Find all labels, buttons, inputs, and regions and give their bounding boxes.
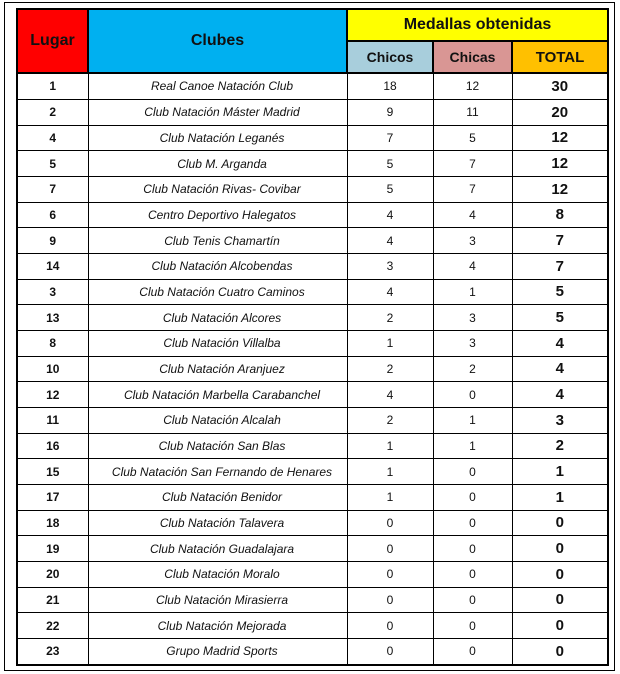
total-count-cell: 30 [512, 73, 608, 99]
chicas-count-cell: 0 [433, 484, 512, 510]
table-row [17, 561, 608, 587]
club-name-cell: Club Natación Talavera [88, 510, 347, 536]
chicas-count-cell: 0 [433, 459, 512, 485]
total-count-cell: 0 [512, 561, 608, 587]
chicos-count-cell: 5 [347, 176, 433, 202]
table-row [17, 253, 608, 279]
rank-cell: 3 [17, 279, 88, 305]
chicos-count-cell: 4 [347, 202, 433, 228]
rank-cell: 5 [17, 151, 88, 177]
total-count-cell: 0 [512, 638, 608, 665]
column-header-clubes: Clubes [88, 9, 347, 73]
club-name-cell: Club Natación Alcobendas [88, 253, 347, 279]
rank-cell: 6 [17, 202, 88, 228]
club-name-cell: Centro Deportivo Halegatos [88, 202, 347, 228]
total-count-cell: 12 [512, 125, 608, 151]
chicas-count-cell: 0 [433, 613, 512, 639]
chicas-count-cell: 2 [433, 356, 512, 382]
rank-cell: 1 [17, 73, 88, 99]
rank-cell: 10 [17, 356, 88, 382]
total-count-cell: 12 [512, 176, 608, 202]
rank-cell: 22 [17, 613, 88, 639]
table-header [17, 9, 608, 73]
total-count-cell: 20 [512, 99, 608, 125]
club-name-cell: Club Natación San Fernando de Henares [88, 459, 347, 485]
total-count-cell: 4 [512, 382, 608, 408]
total-count-cell: 7 [512, 253, 608, 279]
chicos-count-cell: 4 [347, 382, 433, 408]
rank-cell: 16 [17, 433, 88, 459]
chicas-count-cell: 3 [433, 228, 512, 254]
chicos-count-cell: 0 [347, 587, 433, 613]
rank-cell: 12 [17, 382, 88, 408]
club-name-cell: Club Natación Alcalah [88, 407, 347, 433]
table-row [17, 613, 608, 639]
table-row [17, 484, 608, 510]
chicas-count-cell: 7 [433, 176, 512, 202]
table-row [17, 356, 608, 382]
rank-cell: 9 [17, 228, 88, 254]
club-name-cell: Club Natación Villalba [88, 330, 347, 356]
total-count-cell: 8 [512, 202, 608, 228]
table-row [17, 305, 608, 331]
table-row [17, 202, 608, 228]
rank-cell: 18 [17, 510, 88, 536]
chicos-count-cell: 0 [347, 613, 433, 639]
chicas-count-cell: 4 [433, 202, 512, 228]
club-name-cell: Club Natación Rivas- Covibar [88, 176, 347, 202]
total-count-cell: 1 [512, 484, 608, 510]
chicos-count-cell: 5 [347, 151, 433, 177]
club-name-cell: Club Natación Mirasierra [88, 587, 347, 613]
chicos-count-cell: 9 [347, 99, 433, 125]
chicos-count-cell: 0 [347, 510, 433, 536]
chicas-count-cell: 5 [433, 125, 512, 151]
rank-cell: 15 [17, 459, 88, 485]
total-count-cell: 5 [512, 279, 608, 305]
club-name-cell: Club Natación Leganés [88, 125, 347, 151]
table-row [17, 407, 608, 433]
rank-cell: 11 [17, 407, 88, 433]
chicas-count-cell: 1 [433, 279, 512, 305]
rank-cell: 19 [17, 536, 88, 562]
club-name-cell: Real Canoe Natación Club [88, 73, 347, 99]
rank-cell: 23 [17, 638, 88, 665]
total-count-cell: 0 [512, 613, 608, 639]
table-row [17, 99, 608, 125]
column-header-chicos: Chicos [347, 41, 433, 73]
chicos-count-cell: 3 [347, 253, 433, 279]
club-name-cell: Club Natación Guadalajara [88, 536, 347, 562]
rank-cell: 20 [17, 561, 88, 587]
chicos-count-cell: 0 [347, 561, 433, 587]
table-row [17, 279, 608, 305]
chicas-count-cell: 3 [433, 305, 512, 331]
table-body [17, 73, 608, 665]
column-header-total: TOTAL [512, 41, 608, 73]
table-row [17, 151, 608, 177]
table-row [17, 382, 608, 408]
chicos-count-cell: 0 [347, 638, 433, 665]
chicos-count-cell: 1 [347, 484, 433, 510]
table-row [17, 587, 608, 613]
club-name-cell: Club M. Arganda [88, 151, 347, 177]
club-name-cell: Club Natación Aranjuez [88, 356, 347, 382]
club-name-cell: Club Natación Moralo [88, 561, 347, 587]
chicos-count-cell: 7 [347, 125, 433, 151]
chicos-count-cell: 2 [347, 407, 433, 433]
medal-standings-table [16, 8, 609, 666]
club-name-cell: Club Natación Benidor [88, 484, 347, 510]
chicas-count-cell: 0 [433, 638, 512, 665]
chicos-count-cell: 18 [347, 73, 433, 99]
column-header-lugar: Lugar [17, 9, 88, 73]
total-count-cell: 3 [512, 407, 608, 433]
chicos-count-cell: 1 [347, 459, 433, 485]
chicas-count-cell: 1 [433, 407, 512, 433]
chicas-count-cell: 11 [433, 99, 512, 125]
table-row [17, 73, 608, 99]
column-group-header-medallas: Medallas obtenidas [347, 9, 608, 41]
club-name-cell: Club Natación Cuatro Caminos [88, 279, 347, 305]
rank-cell: 13 [17, 305, 88, 331]
chicas-count-cell: 1 [433, 433, 512, 459]
club-name-cell: Club Natación Marbella Carabanchel [88, 382, 347, 408]
rank-cell: 8 [17, 330, 88, 356]
table-row [17, 176, 608, 202]
rank-cell: 7 [17, 176, 88, 202]
club-name-cell: Club Natación Máster Madrid [88, 99, 347, 125]
column-header-chicas: Chicas [433, 41, 512, 73]
club-name-cell: Grupo Madrid Sports [88, 638, 347, 665]
rank-cell: 21 [17, 587, 88, 613]
rank-cell: 17 [17, 484, 88, 510]
club-name-cell: Club Tenis Chamartín [88, 228, 347, 254]
rank-cell: 14 [17, 253, 88, 279]
table-row [17, 510, 608, 536]
total-count-cell: 1 [512, 459, 608, 485]
total-count-cell: 0 [512, 510, 608, 536]
rank-cell: 4 [17, 125, 88, 151]
total-count-cell: 5 [512, 305, 608, 331]
rank-cell: 2 [17, 99, 88, 125]
chicos-count-cell: 2 [347, 305, 433, 331]
total-count-cell: 7 [512, 228, 608, 254]
total-count-cell: 4 [512, 356, 608, 382]
chicos-count-cell: 0 [347, 536, 433, 562]
chicas-count-cell: 4 [433, 253, 512, 279]
club-name-cell: Club Natación Alcores [88, 305, 347, 331]
table-row [17, 536, 608, 562]
chicas-count-cell: 12 [433, 73, 512, 99]
total-count-cell: 0 [512, 536, 608, 562]
chicas-count-cell: 0 [433, 561, 512, 587]
chicas-count-cell: 0 [433, 536, 512, 562]
chicas-count-cell: 0 [433, 510, 512, 536]
table-row [17, 125, 608, 151]
chicos-count-cell: 1 [347, 330, 433, 356]
club-name-cell: Club Natación Mejorada [88, 613, 347, 639]
chicas-count-cell: 0 [433, 587, 512, 613]
table-row [17, 433, 608, 459]
table-row [17, 459, 608, 485]
table-row [17, 228, 608, 254]
total-count-cell: 0 [512, 587, 608, 613]
club-name-cell: Club Natación San Blas [88, 433, 347, 459]
table-row [17, 330, 608, 356]
total-count-cell: 4 [512, 330, 608, 356]
chicos-count-cell: 2 [347, 356, 433, 382]
chicas-count-cell: 3 [433, 330, 512, 356]
total-count-cell: 12 [512, 151, 608, 177]
chicos-count-cell: 4 [347, 228, 433, 254]
chicos-count-cell: 4 [347, 279, 433, 305]
chicas-count-cell: 7 [433, 151, 512, 177]
chicas-count-cell: 0 [433, 382, 512, 408]
chicos-count-cell: 1 [347, 433, 433, 459]
table-row [17, 638, 608, 665]
total-count-cell: 2 [512, 433, 608, 459]
